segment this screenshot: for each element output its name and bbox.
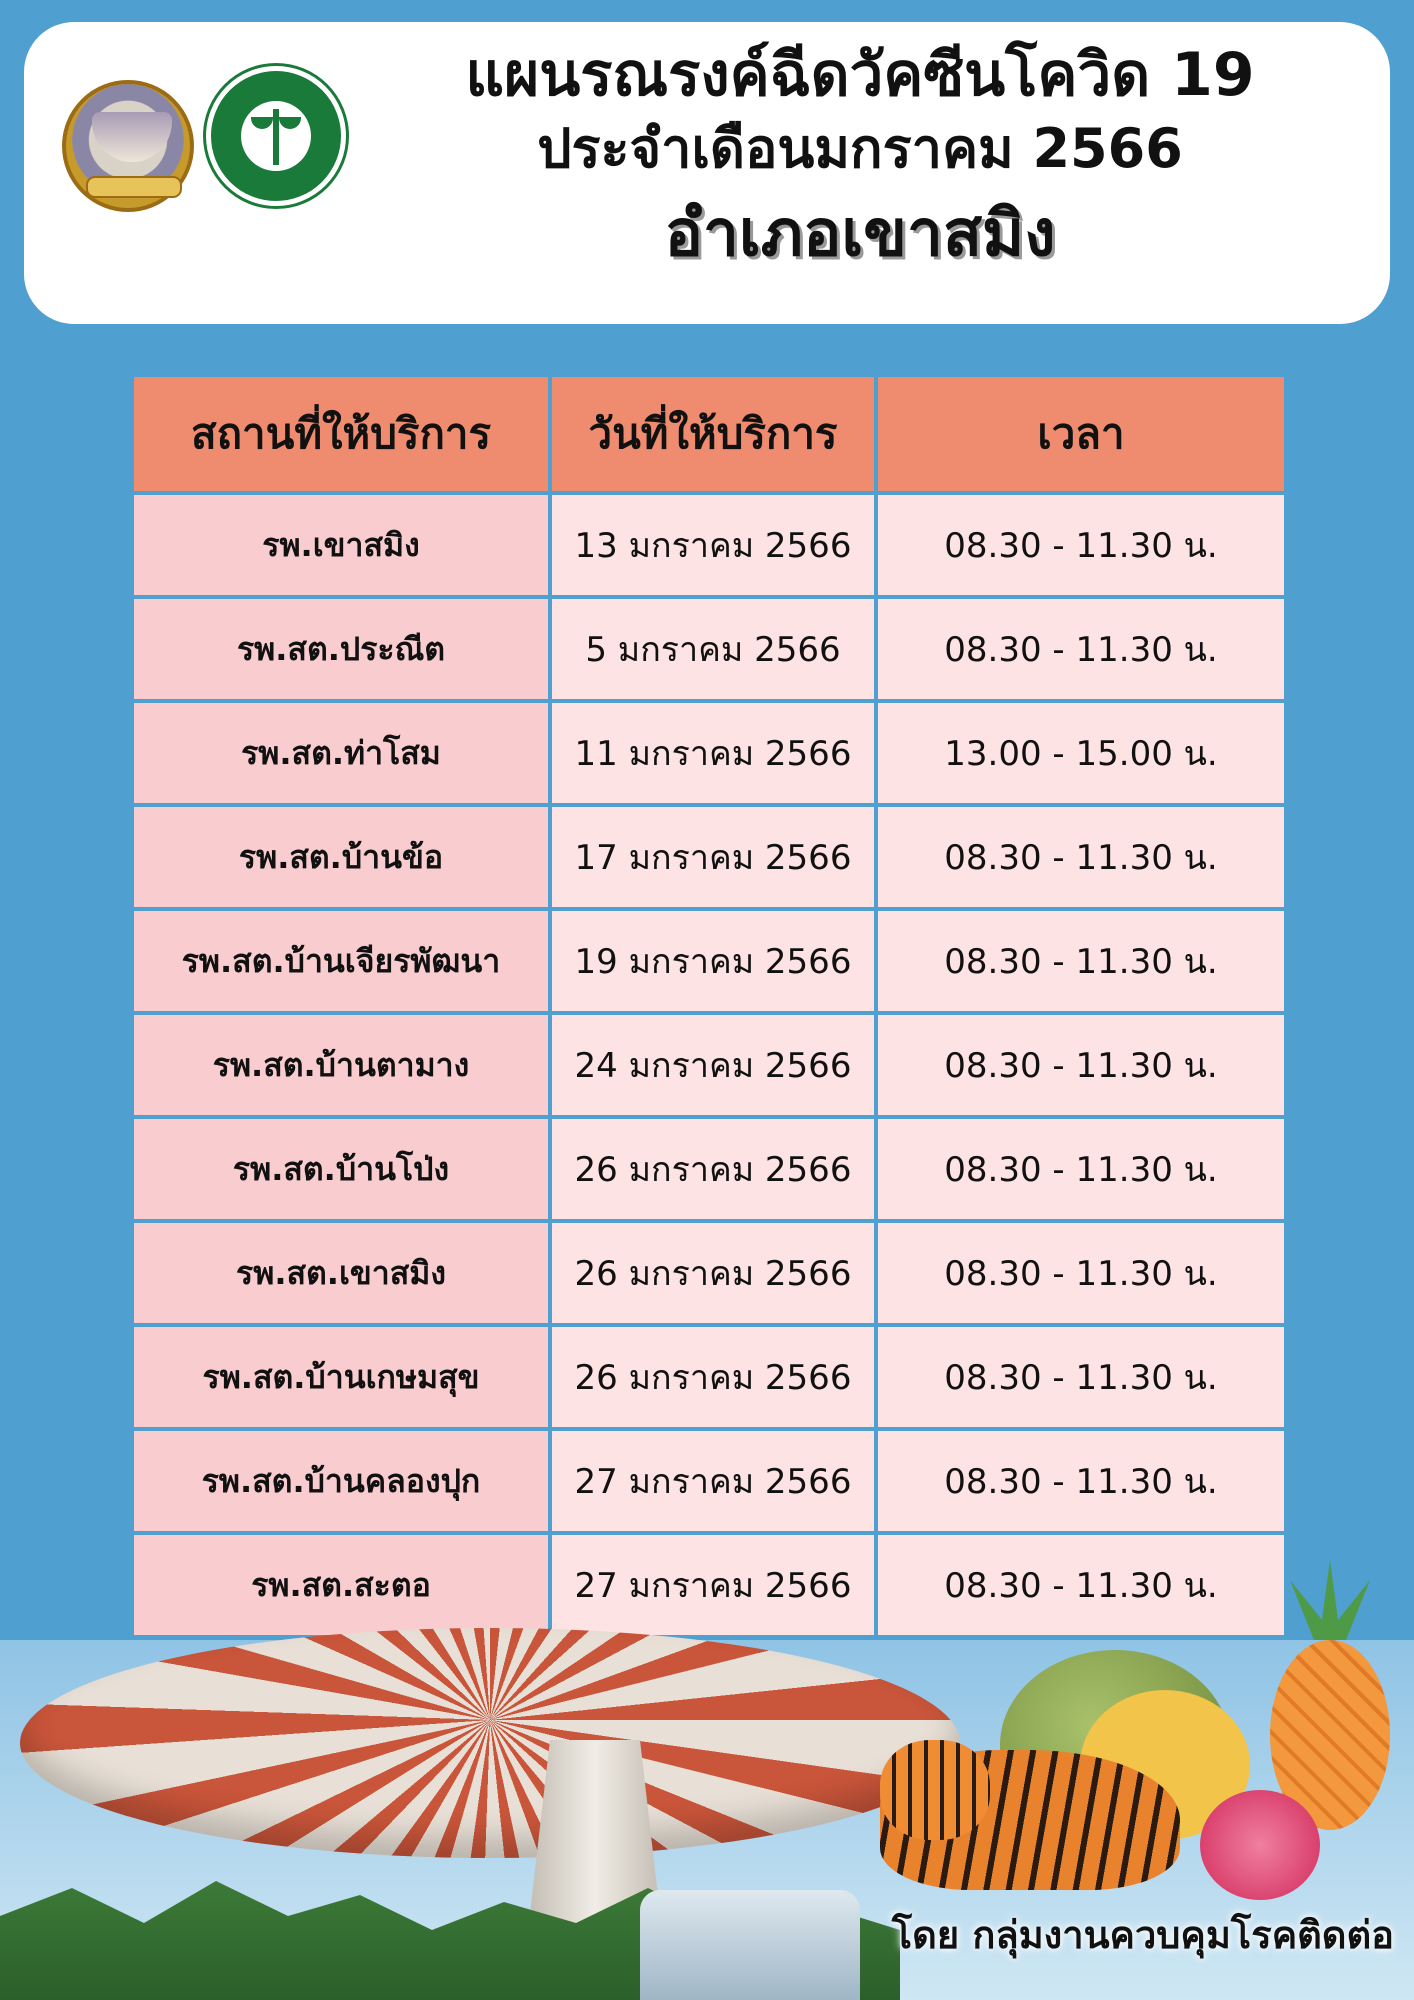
cell-date: 13 มกราคม 2566 (552, 495, 874, 595)
moph-caduceus-icon (206, 66, 346, 206)
tiger-head-icon (880, 1740, 990, 1840)
cell-time: 08.30 - 11.30 น. (878, 599, 1284, 699)
cell-time: 08.30 - 11.30 น. (878, 1119, 1284, 1219)
cell-time: 08.30 - 11.30 น. (878, 1327, 1284, 1427)
province-seal-image (92, 112, 172, 162)
table-header-row (134, 377, 1284, 491)
cell-date: 26 มกราคม 2566 (552, 1119, 874, 1219)
cell-date: 27 มกราคม 2566 (552, 1431, 874, 1531)
cell-place: รพ.สต.เขาสมิง (134, 1223, 548, 1323)
cell-date: 24 มกราคม 2566 (552, 1015, 874, 1115)
column-header-date: วันที่ให้บริการ (552, 377, 874, 491)
cell-time: 13.00 - 15.00 น. (878, 703, 1284, 803)
cell-date: 19 มกราคม 2566 (552, 911, 874, 1011)
table-row (134, 1327, 1284, 1427)
table-row (134, 1015, 1284, 1115)
table-row (134, 1535, 1284, 1635)
cell-date: 26 มกราคม 2566 (552, 1327, 874, 1427)
table-row (134, 495, 1284, 595)
umbrella-landmark-image (20, 1628, 960, 1858)
district-name: อำเภอเขาสมิง (664, 197, 1056, 271)
table-row (134, 703, 1284, 803)
cell-place: รพ.สต.บ้านเจียรพัฒนา (134, 911, 548, 1011)
cell-time: 08.30 - 11.30 น. (878, 1535, 1284, 1635)
footer-credit: โดย กลุ่มงานควบคุมโรคติดต่อ (891, 1913, 1394, 1957)
province-seal-icon (62, 80, 194, 212)
cell-place: รพ.สต.ประณีต (134, 599, 548, 699)
cell-place: รพ.สต.บ้านคลองปุก (134, 1431, 548, 1531)
table-row (134, 1119, 1284, 1219)
cell-time: 08.30 - 11.30 น. (878, 911, 1284, 1011)
column-header-time: เวลา (878, 377, 1284, 491)
cell-place: รพ.สต.สะตอ (134, 1535, 548, 1635)
page-subtitle: ประจำเดือนมกราคม 2566 (537, 117, 1183, 180)
column-header-place: สถานที่ให้บริการ (134, 377, 548, 491)
cell-place: รพ.สต.ท่าโสม (134, 703, 548, 803)
table-row (134, 1431, 1284, 1531)
cell-date: 11 มกราคม 2566 (552, 703, 874, 803)
information-center-building (640, 1890, 860, 2000)
cell-place: รพ.เขาสมิง (134, 495, 548, 595)
cell-time: 08.30 - 11.30 น. (878, 495, 1284, 595)
cell-place: รพ.สต.บ้านเกษมสุข (134, 1327, 548, 1427)
cell-time: 08.30 - 11.30 น. (878, 1223, 1284, 1323)
cell-place: รพ.สต.บ้านโป่ง (134, 1119, 548, 1219)
page-title: แผนรณรงค์ฉีดวัคซีนโควิด 19 (465, 40, 1255, 110)
province-seal-ribbon (86, 176, 182, 198)
vaccine-schedule-table (130, 373, 1288, 1639)
cell-date: 26 มกราคม 2566 (552, 1223, 874, 1323)
cell-time: 08.30 - 11.30 น. (878, 1015, 1284, 1115)
cell-date: 5 มกราคม 2566 (552, 599, 874, 699)
table-row (134, 807, 1284, 907)
cell-time: 08.30 - 11.30 น. (878, 807, 1284, 907)
table-row (134, 1223, 1284, 1323)
rambutan-icon (1200, 1790, 1320, 1900)
table-row (134, 599, 1284, 699)
cell-date: 27 มกราคม 2566 (552, 1535, 874, 1635)
cell-time: 08.30 - 11.30 น. (878, 1431, 1284, 1531)
cell-place: รพ.สต.บ้านตามาง (134, 1015, 548, 1115)
cell-place: รพ.สต.บ้านข้อ (134, 807, 548, 907)
table-row (134, 911, 1284, 1011)
cell-date: 17 มกราคม 2566 (552, 807, 874, 907)
title-block (360, 36, 1360, 284)
